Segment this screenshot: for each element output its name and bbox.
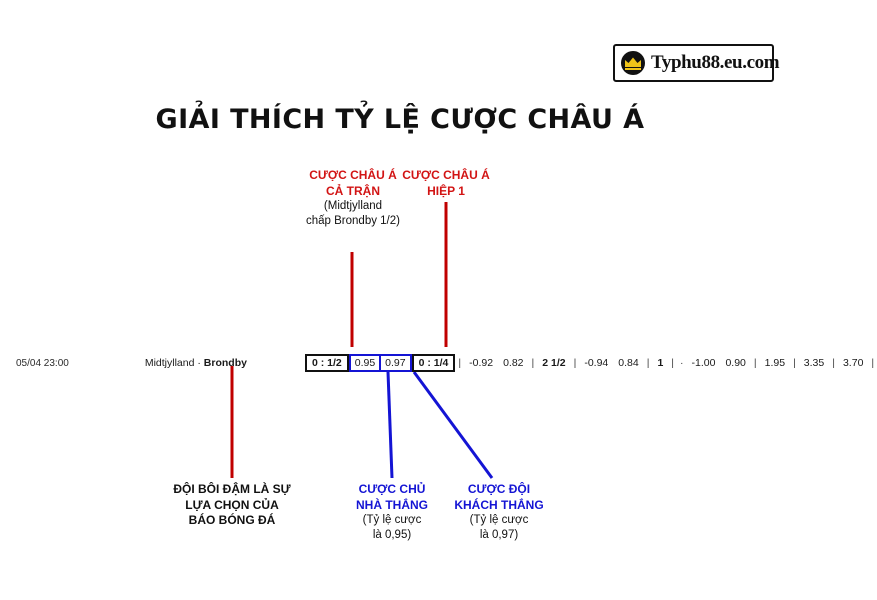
annotation-full-match-line1: CƯỢC CHÂU Á [309, 168, 397, 182]
annotation-bold-team [142, 482, 322, 529]
odds-pair-box[interactable] [349, 354, 412, 373]
annotation-away-win-line2: KHÁCH THẮNG [454, 497, 544, 512]
annotation-home-win-line1: CƯỢC CHỦ [358, 482, 426, 496]
odds-cell-9[interactable]: 3.35 [803, 357, 825, 369]
annotation-first-half [366, 168, 526, 199]
cell-sep: | [671, 357, 675, 369]
logo-text: Typhu88.eu.com [651, 52, 780, 73]
team-away: Brondby [203, 357, 247, 369]
odds-cell-6[interactable]: -1.00 [691, 357, 716, 369]
odds-cell-5[interactable]: 1 [657, 357, 664, 369]
crown-icon [619, 50, 647, 76]
odds-cell-3[interactable]: -0.94 [584, 357, 609, 369]
annotation-first-half-line2: HIỆP 1 [427, 183, 465, 198]
odds-cell-7[interactable]: 0.90 [725, 357, 746, 369]
handicap-first-half[interactable]: 0 : 1/4 [412, 354, 456, 373]
odds-cell-8[interactable]: 1.95 [764, 357, 786, 369]
annotation-full-match-line4: chấp Brondby 1/2) [306, 215, 400, 228]
annotation-bold-team-line1: ĐỘI BÔI ĐẬM LÀ SỰ [173, 482, 291, 496]
team-home: Midtjylland [144, 357, 195, 369]
annotation-away-win-line1: CƯỢC ĐỘI [467, 482, 531, 496]
cell-sep: | [793, 357, 796, 369]
cell-sep: | [531, 357, 535, 369]
cell-sep: | [832, 357, 835, 369]
odds-cell-0[interactable]: -0.92 [469, 357, 494, 369]
annotation-full-match-line2: CẢ TRẬN [326, 183, 380, 198]
match-time: 05/04 23:00 [16, 357, 69, 369]
annotation-home-win-line4: là 0,95) [372, 529, 412, 542]
odds-home[interactable]: 0.95 [354, 356, 376, 369]
annotation-full-match-line3: (Midtjylland [323, 200, 383, 213]
annotation-away-win-line4: là 0,97) [479, 529, 519, 542]
annotation-away-win [434, 482, 564, 543]
odds-row [16, 352, 875, 374]
cell-sep: · [680, 357, 684, 369]
annotation-home-win-line2: NHÀ THẮNG [356, 497, 428, 512]
handicap-full-match[interactable]: 0 : 1/2 [305, 354, 349, 373]
annotation-first-half-line1: CƯỢC CHÂU Á [402, 168, 490, 182]
annotation-home-win-line3: (Tỷ lệ cược [362, 514, 422, 527]
cell-sep: | [871, 357, 875, 369]
odds-cell-4[interactable]: 0.84 [618, 357, 639, 369]
cell-sep: | [573, 357, 577, 369]
team-separator: · [197, 357, 201, 369]
annotation-away-win-line3: (Tỷ lệ cược [469, 514, 529, 527]
odds-cell-10[interactable]: 3.70 [842, 357, 864, 369]
annotation-bold-team-line2: LỰA CHỌN CỦA [185, 497, 279, 512]
page-title: GIẢI THÍCH TỶ LỆ CƯỢC CHÂU Á [155, 104, 645, 135]
odds-cell-2[interactable]: 2 1/2 [542, 357, 566, 369]
site-logo [613, 44, 780, 82]
cell-sep: | [646, 357, 650, 369]
odds-cell-1[interactable]: 0.82 [503, 357, 524, 369]
annotation-bold-team-line3: BÁO BÓNG ĐÁ [188, 513, 276, 528]
cell-sep: | [753, 357, 757, 369]
cell-sep: | [458, 357, 462, 369]
odds-away[interactable]: 0.97 [385, 356, 406, 369]
match-teams [145, 357, 247, 369]
